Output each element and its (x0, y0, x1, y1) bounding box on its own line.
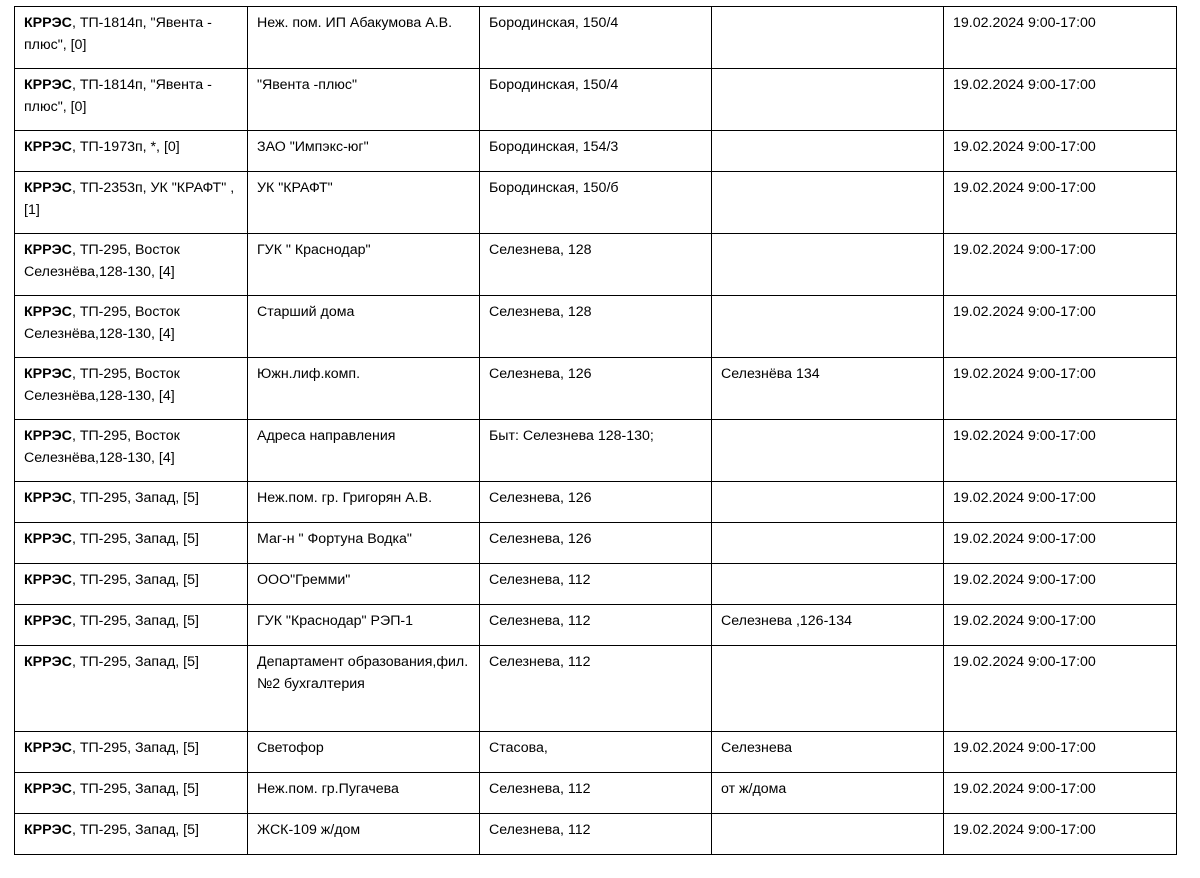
table-row (15, 296, 1177, 358)
time-cell: 19.02.2024 9:00-17:00 (944, 131, 1177, 172)
source-cell (15, 564, 248, 605)
org-name: КРРЭС (24, 740, 72, 756)
source-text: , ТП-295, Запад, [5] (71, 822, 199, 838)
address-cell: Селезнева, 112 (480, 773, 712, 814)
note-cell (712, 7, 944, 69)
source-text: , ТП-295, Запад, [5] (71, 740, 199, 756)
source-text: , ТП-295, Восток Селезнёва,128-130, [4] (24, 242, 180, 280)
time-cell: 19.02.2024 9:00-17:00 (944, 814, 1177, 855)
outage-table (14, 6, 1177, 855)
source-text: , ТП-295, Запад, [5] (71, 781, 199, 797)
time-cell: 19.02.2024 9:00-17:00 (944, 358, 1177, 420)
note-cell (712, 564, 944, 605)
table-row (15, 234, 1177, 296)
table-row (15, 482, 1177, 523)
source-text: , ТП-295, Запад, [5] (71, 490, 199, 506)
time-cell: 19.02.2024 9:00-17:00 (944, 646, 1177, 732)
consumer-cell: ЖСК-109 ж/дом (248, 814, 480, 855)
source-cell (15, 646, 248, 732)
source-cell (15, 358, 248, 420)
source-text: , ТП-295, Запад, [5] (71, 613, 199, 629)
address-cell: Селезнева, 128 (480, 296, 712, 358)
source-cell (15, 814, 248, 855)
source-text: , ТП-1814п, "Явента - плюс", [0] (24, 15, 212, 53)
org-name: КРРЭС (24, 531, 72, 547)
source-cell (15, 296, 248, 358)
note-cell: Селезнева (712, 732, 944, 773)
consumer-cell: ГУК "Краснодар" РЭП-1 (248, 605, 480, 646)
consumer-cell: Департамент образования,фил.№2 бухгалтерия (248, 646, 480, 732)
consumer-cell: ГУК " Краснодар" (248, 234, 480, 296)
note-cell (712, 482, 944, 523)
note-cell (712, 814, 944, 855)
consumer-cell: Светофор (248, 732, 480, 773)
source-cell (15, 732, 248, 773)
consumer-cell: Маг-н " Фортуна Водка" (248, 523, 480, 564)
table-row (15, 564, 1177, 605)
consumer-cell: ЗАО "Импэкс-юг" (248, 131, 480, 172)
source-cell (15, 7, 248, 69)
note-cell: от ж/дома (712, 773, 944, 814)
source-text: , ТП-295, Восток Селезнёва,128-130, [4] (24, 428, 180, 466)
time-cell: 19.02.2024 9:00-17:00 (944, 732, 1177, 773)
note-cell (712, 296, 944, 358)
table-row (15, 131, 1177, 172)
table-row (15, 773, 1177, 814)
table-row (15, 732, 1177, 773)
org-name: КРРЭС (24, 366, 72, 382)
org-name: КРРЭС (24, 139, 72, 155)
note-cell (712, 69, 944, 131)
source-text: , ТП-1814п, "Явента - плюс", [0] (24, 77, 212, 115)
address-cell: Селезнева, 112 (480, 814, 712, 855)
address-cell: Селезнева, 126 (480, 358, 712, 420)
address-cell: Бородинская, 150/б (480, 172, 712, 234)
address-cell: Быт: Селезнева 128-130; (480, 420, 712, 482)
source-text: , ТП-295, Восток Селезнёва,128-130, [4] (24, 366, 180, 404)
org-name: КРРЭС (24, 654, 72, 670)
table-row (15, 358, 1177, 420)
consumer-cell: Южн.лиф.комп. (248, 358, 480, 420)
time-cell: 19.02.2024 9:00-17:00 (944, 605, 1177, 646)
source-text: , ТП-295, Запад, [5] (71, 531, 199, 547)
org-name: КРРЭС (24, 242, 72, 258)
note-cell: Селезнёва 134 (712, 358, 944, 420)
address-cell: Селезнева, 126 (480, 523, 712, 564)
address-cell: Селезнева, 128 (480, 234, 712, 296)
note-cell (712, 234, 944, 296)
time-cell: 19.02.2024 9:00-17:00 (944, 234, 1177, 296)
note-cell (712, 523, 944, 564)
address-cell: Бородинская, 150/4 (480, 69, 712, 131)
table-row (15, 646, 1177, 732)
table-row (15, 814, 1177, 855)
org-name: КРРЭС (24, 572, 72, 588)
consumer-cell: Неж.пом. гр.Пугачева (248, 773, 480, 814)
consumer-cell: Адреса направления (248, 420, 480, 482)
table-row (15, 605, 1177, 646)
source-text: , ТП-2353п, УК "КРАФТ" , [1] (24, 180, 235, 218)
time-cell: 19.02.2024 9:00-17:00 (944, 482, 1177, 523)
source-text: , ТП-295, Восток Селезнёва,128-130, [4] (24, 304, 180, 342)
source-cell (15, 482, 248, 523)
source-cell (15, 69, 248, 131)
consumer-cell: Неж. пом. ИП Абакумова А.В. (248, 7, 480, 69)
source-cell (15, 773, 248, 814)
source-cell (15, 523, 248, 564)
org-name: КРРЭС (24, 613, 72, 629)
table-row (15, 172, 1177, 234)
table-row (15, 7, 1177, 69)
org-name: КРРЭС (24, 180, 72, 196)
source-cell (15, 172, 248, 234)
org-name: КРРЭС (24, 15, 72, 31)
time-cell: 19.02.2024 9:00-17:00 (944, 420, 1177, 482)
note-cell: Селезнева ,126-134 (712, 605, 944, 646)
note-cell (712, 131, 944, 172)
org-name: КРРЭС (24, 428, 72, 444)
time-cell: 19.02.2024 9:00-17:00 (944, 172, 1177, 234)
address-cell: Бородинская, 154/3 (480, 131, 712, 172)
table-row (15, 420, 1177, 482)
address-cell: Бородинская, 150/4 (480, 7, 712, 69)
address-cell: Селезнева, 112 (480, 646, 712, 732)
time-cell: 19.02.2024 9:00-17:00 (944, 7, 1177, 69)
source-cell (15, 234, 248, 296)
consumer-cell: Неж.пом. гр. Григорян А.В. (248, 482, 480, 523)
source-text: , ТП-295, Запад, [5] (71, 572, 199, 588)
org-name: КРРЭС (24, 490, 72, 506)
org-name: КРРЭС (24, 781, 72, 797)
org-name: КРРЭС (24, 822, 72, 838)
time-cell: 19.02.2024 9:00-17:00 (944, 564, 1177, 605)
consumer-cell: ООО"Гремми" (248, 564, 480, 605)
time-cell: 19.02.2024 9:00-17:00 (944, 773, 1177, 814)
consumer-cell: УК "КРАФТ" (248, 172, 480, 234)
note-cell (712, 646, 944, 732)
source-cell (15, 420, 248, 482)
time-cell: 19.02.2024 9:00-17:00 (944, 69, 1177, 131)
source-cell (15, 605, 248, 646)
table-row (15, 523, 1177, 564)
address-cell: Селезнева, 112 (480, 564, 712, 605)
note-cell (712, 172, 944, 234)
org-name: КРРЭС (24, 77, 72, 93)
address-cell: Стасова, (480, 732, 712, 773)
time-cell: 19.02.2024 9:00-17:00 (944, 523, 1177, 564)
consumer-cell: Старший дома (248, 296, 480, 358)
note-cell (712, 420, 944, 482)
time-cell: 19.02.2024 9:00-17:00 (944, 296, 1177, 358)
source-cell (15, 131, 248, 172)
table-row (15, 69, 1177, 131)
org-name: КРРЭС (24, 304, 72, 320)
address-cell: Селезнева, 126 (480, 482, 712, 523)
address-cell: Селезнева, 112 (480, 605, 712, 646)
source-text: , ТП-1973п, *, [0] (71, 139, 180, 155)
consumer-cell: "Явента -плюс" (248, 69, 480, 131)
source-text: , ТП-295, Запад, [5] (71, 654, 199, 670)
